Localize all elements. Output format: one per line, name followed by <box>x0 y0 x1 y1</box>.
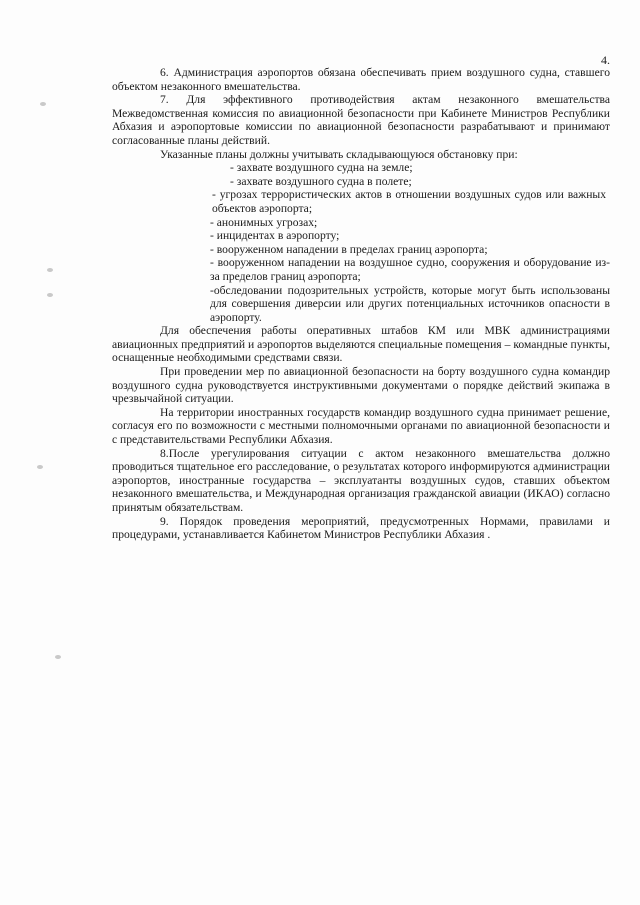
paragraph-6: 6. Администрация аэропортов обязана обеспечивать прием воздушного судна, ставшего объектом незаконного вмешательства. <box>112 66 610 93</box>
list-item: - анонимных угрозах; <box>210 215 318 229</box>
list-item: - вооруженном нападении на воздушное судно, сооружения и оборудование из-за пределов границ аэропорта; <box>210 256 610 283</box>
paragraph-onboard: При проведении мер по авиационной безопасности на борту воздушного судна командир воздушного судна руководствуется инструктивными документами о порядке действий экипажа в чрезвычайной ситуации. <box>112 365 610 406</box>
scan-speck <box>37 465 43 469</box>
scan-speck <box>47 268 53 272</box>
plans-intro: Указанные планы должны учитывать складывающуюся обстановку при: <box>160 147 518 161</box>
document-body <box>112 66 610 542</box>
list-item: - вооруженном нападении в пределах границ аэропорта; <box>210 242 488 256</box>
list-item: -обследовании подозрительных устройств, которые могут быть использованы для совершения диверсии или других потенциальных источников опасности в аэропорту. <box>210 283 610 324</box>
paragraph-staffs: Для обеспечения работы оперативных штабов КМ или МВК администрациями авиационных предприятий и аэропортов выделяются специальные помещения – командные пункты, оснащенные необходимыми средствами связи. <box>112 324 610 365</box>
list-item: - угрозах террористических актов в отношении воздушных судов или важных объектов аэропорта; <box>212 188 606 215</box>
list-item: - захвате воздушного судна в полете; <box>230 174 412 188</box>
scan-speck <box>47 293 53 297</box>
situation-list <box>112 161 610 324</box>
page-number: 4. <box>601 53 610 67</box>
paragraph-foreign: На территории иностранных государств командир воздушного судна принимает решение, согласуя его по возможности с местными полномочными органами по авиационной безопасности и с представительствами Республики Абхазия. <box>112 405 610 447</box>
paragraph-9: 9. Порядок проведения мероприятий, предусмотренных Нормами, правилами и процедурами, устанавливается Кабинетом Министров Республики Абхазия . <box>112 514 610 542</box>
paragraph-8: 8.После урегулирования ситуации с актом незаконного вмешательства должно проводиться тщательное его расследование, о результатах которого информируются администрации аэропортов, иностранные государства – эксплуатанты воздушных судов, ставших объектом незаконного вмешательства, и Международная организация гражданской авиации (ИКАО) согласно принятым обязательствам. <box>112 446 610 514</box>
paragraph-7: 7. Для эффективного противодействия актам незаконного вмешательства Межведомственная комиссия по авиационной безопасности при Кабинете Министров Республики Абхазия и аэропортовые комиссии по авиационной безопасности разрабатывают и принимают согласованные планы действий. <box>112 93 610 147</box>
list-item: - инцидентах в аэропорту; <box>210 229 340 243</box>
scan-speck <box>55 655 61 659</box>
list-item: - захвате воздушного судна на земле; <box>230 161 413 175</box>
scan-speck <box>40 102 46 106</box>
